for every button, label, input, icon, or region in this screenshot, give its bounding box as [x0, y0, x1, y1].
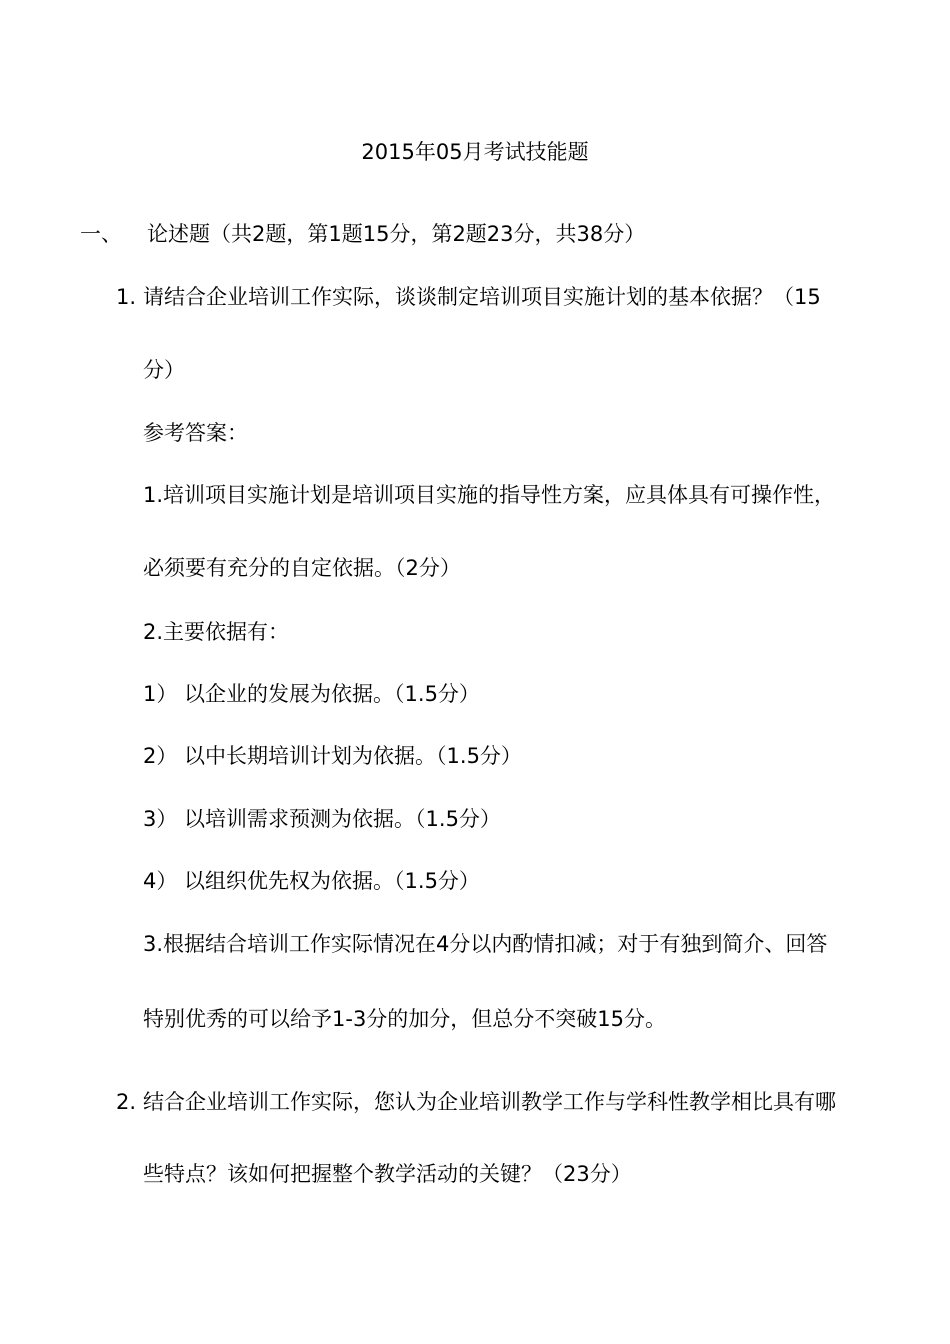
- answer-point-2: 2.主要依据有：: [143, 620, 290, 644]
- question-1-text-line-2: 分）: [143, 358, 185, 382]
- answer-point-3-line-2: 特别优秀的可以给予1-3分的加分，但总分不突破15分。: [143, 1007, 667, 1031]
- question-2-text-line-1: 结合企业培训工作实际，您认为企业培训教学工作与学科性教学相比具有哪: [143, 1090, 836, 1114]
- answer-point-1-line-2: 必须要有充分的自定依据。（2分）: [143, 556, 461, 580]
- answer-label: 参考答案：: [143, 421, 248, 445]
- question-2-text-line-2: 些特点？该如何把握整个教学活动的关键？（23分）: [143, 1162, 632, 1186]
- answer-point-1-line-1: 1.培训项目实施计划是培训项目实施的指导性方案，应具体具有可操作性，: [143, 483, 836, 507]
- section-number: 一、: [80, 222, 122, 246]
- section-heading: 论述题（共2题，第1题15分，第2题23分，共38分）: [147, 222, 646, 246]
- answer-sub-item-4: 4） 以组织优先权为依据。（1.5分）: [143, 869, 480, 893]
- answer-point-3-line-1: 3.根据结合培训工作实际情况在4分以内酌情扣减；对于有独到简介、回答: [143, 932, 828, 956]
- answer-sub-item-3: 3） 以培训需求预测为依据。（1.5分）: [143, 807, 501, 831]
- question-1-text-line-1: 请结合企业培训工作实际，谈谈制定培训项目实施计划的基本依据？（15: [143, 285, 821, 309]
- answer-sub-item-2: 2） 以中长期培训计划为依据。（1.5分）: [143, 744, 522, 768]
- question-1-number: 1.: [116, 285, 137, 309]
- question-2-number: 2.: [116, 1090, 137, 1114]
- answer-sub-item-1: 1） 以企业的发展为依据。（1.5分）: [143, 682, 480, 706]
- page-title: 2015年05月考试技能题: [361, 140, 589, 164]
